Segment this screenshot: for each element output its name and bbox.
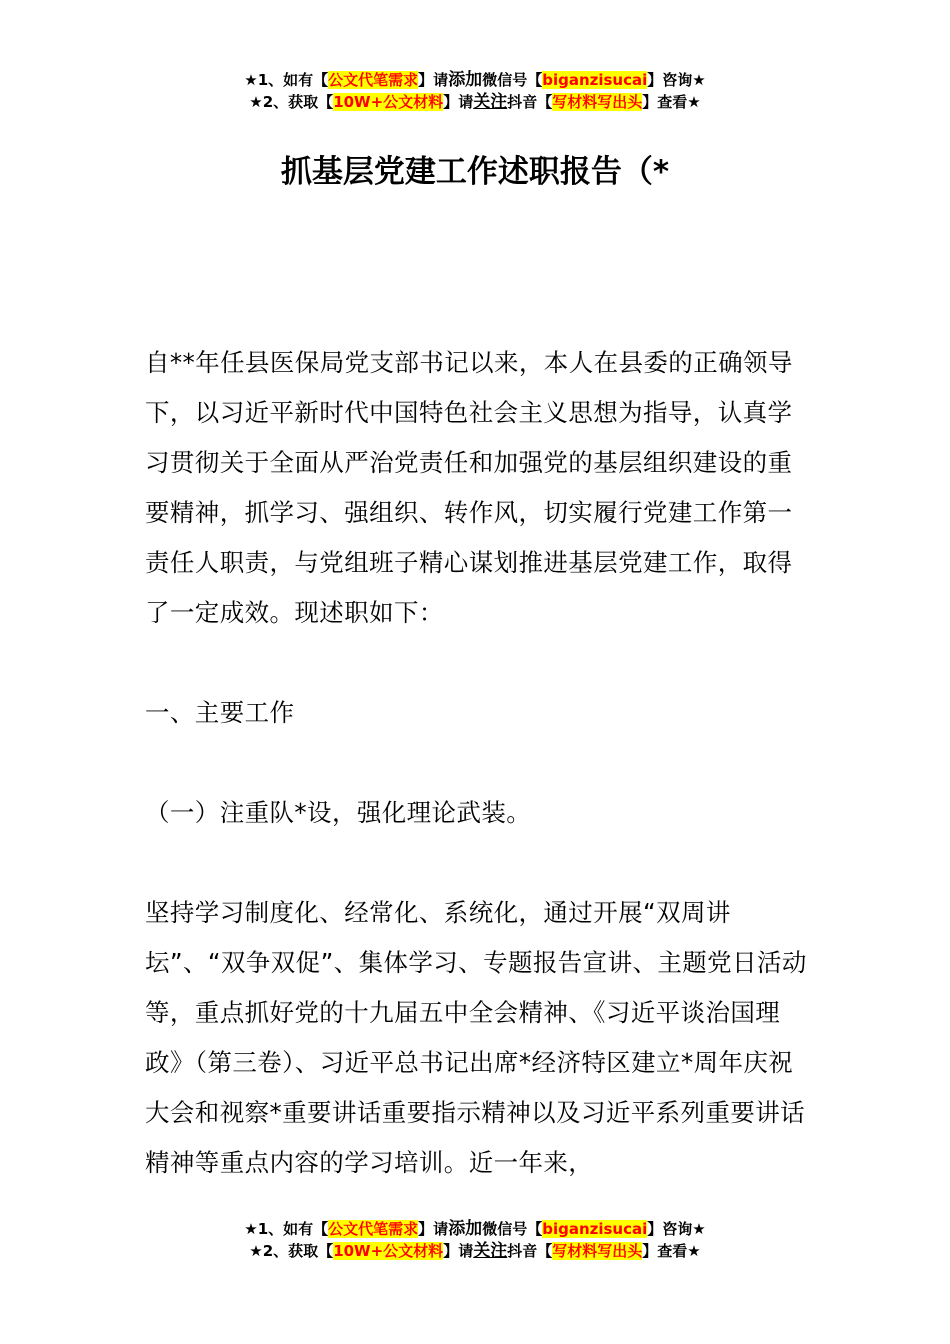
banner-emphasis: 添加: [448, 1219, 483, 1239]
banner-text: ★1、如有【: [244, 71, 329, 89]
banner-line-2: [0, 1240, 950, 1262]
banner-line-1: [0, 69, 950, 91]
banner-text: 】请: [443, 1242, 474, 1260]
section-heading: [145, 688, 809, 738]
banner-wechat-id: biganzisucai: [542, 71, 648, 89]
banner-text: 微信号【: [482, 1220, 543, 1238]
banner-text: 】请: [418, 71, 449, 89]
banner-text: ★2、获取【: [249, 1242, 334, 1260]
banner-highlight: 公文代笔需求: [328, 71, 419, 89]
body-paragraph: [145, 888, 809, 1188]
banner-text: 】咨询★: [647, 71, 706, 89]
banner-emphasis: 关注: [473, 1241, 508, 1261]
banner-emphasis: 关注: [473, 92, 508, 112]
banner-douyin-id: 写材料写出头: [552, 1242, 643, 1260]
banner-wechat-id: biganzisucai: [542, 1220, 648, 1238]
header-banner: [0, 69, 950, 113]
banner-text: ★1、如有【: [244, 1220, 329, 1238]
banner-highlight: 公文代笔需求: [328, 1220, 419, 1238]
banner-text: 】咨询★: [647, 1220, 706, 1238]
banner-text: ★2、获取【: [249, 93, 334, 111]
banner-highlight: 10W+公文材料: [333, 93, 444, 111]
banner-douyin-id: 写材料写出头: [552, 93, 643, 111]
banner-text: 抖音【: [507, 1242, 553, 1260]
intro-paragraph: [145, 338, 809, 638]
banner-text: 】请: [443, 93, 474, 111]
banner-line-2: [0, 91, 950, 113]
banner-text: 】查看★: [642, 1242, 701, 1260]
footer-banner: [0, 1218, 950, 1262]
banner-line-1: [0, 1218, 950, 1240]
banner-text: 抖音【: [507, 93, 553, 111]
banner-text: 】查看★: [642, 93, 701, 111]
document-title: 抓基层党建工作述职报告（*: [280, 154, 670, 190]
banner-emphasis: 添加: [448, 70, 483, 90]
intro-text: 自**年任县医保局党支部书记以来，本人在县委的正确领导下，以习近平新时代中国特色社会主义思想为指导，认真学习贯彻关于全面从严治党责任和加强党的基层组织建设的重要精神，抓学习、强组织、转作风，切实履行党建工作第一责任人职责，与党组班子精心谋划推进基层党建工作，取得了一定成效。现述职如下：: [145, 348, 793, 627]
subsection-heading: [145, 788, 809, 838]
banner-text: 】请: [418, 1220, 449, 1238]
subsection-heading-text: （一）注重队*设，强化理论武装。: [145, 798, 532, 827]
body-paragraph-text: 坚持学习制度化、经常化、系统化，通过开展“双周讲坛”、“双争双促”、集体学习、专题报告宣讲、主题党日活动等，重点抓好党的十九届五中全会精神、《习近平谈治国理政》（第三卷）、习近平总书记出席*经济特区建立*周年庆祝大会和视察*重要讲话重要指示精神以及习近平系列重要讲话精神等重点内容的学习培训。近一年来，: [145, 898, 807, 1177]
banner-text: 微信号【: [482, 71, 543, 89]
banner-highlight: 10W+公文材料: [333, 1242, 444, 1260]
section-heading-text: 一、主要工作: [145, 698, 295, 727]
